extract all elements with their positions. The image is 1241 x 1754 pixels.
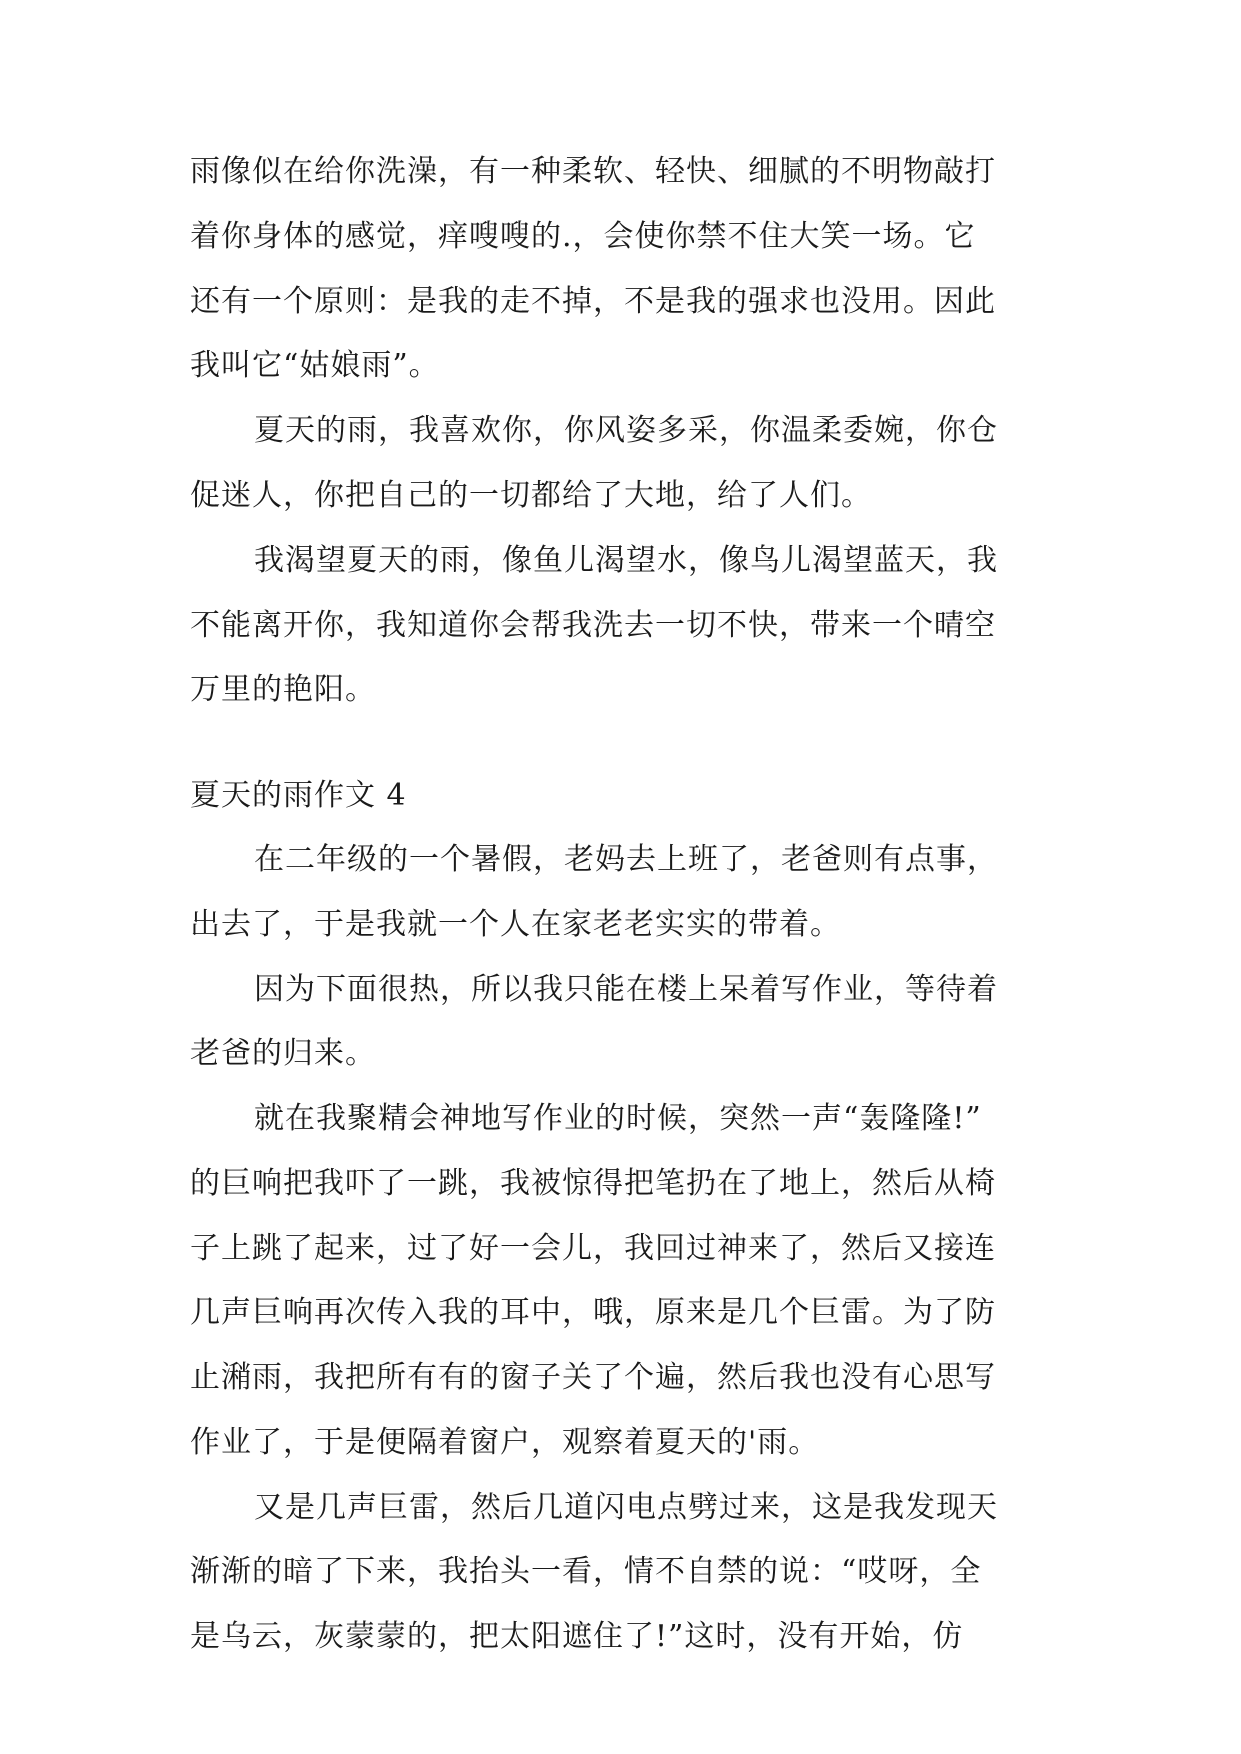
paragraph-first-line: 又是几声巨雷，然后几道闪电点劈过来，这是我发现天 bbox=[254, 1490, 998, 1525]
text-line: 我叫它“姑娘雨”。 bbox=[190, 348, 440, 383]
text-line: 促迷人，你把自己的一切都给了大地，给了人们。 bbox=[190, 478, 872, 513]
text-line: 雨像似在给你洗澡，有一种柔软、轻快、细腻的不明物敲打 bbox=[190, 154, 996, 189]
paragraph-first-line: 因为下面很热，所以我只能在楼上呆着写作业，等待着 bbox=[254, 972, 998, 1007]
text-line: 作业了，于是便隔着窗户，观察着夏天的'雨。 bbox=[190, 1425, 820, 1460]
text-line: 几声巨响再次传入我的耳中，哦，原来是几个巨雷。为了防 bbox=[190, 1295, 996, 1330]
paragraph-first-line: 夏天的雨，我喜欢你，你风姿多采，你温柔委婉，你仓 bbox=[254, 413, 998, 448]
text-line: 老爸的归来。 bbox=[190, 1036, 376, 1071]
section-heading: 夏天的雨作文 4 bbox=[190, 778, 407, 813]
text-line: 止潲雨，我把所有有的窗子关了个遍，然后我也没有心思写 bbox=[190, 1360, 996, 1395]
text-line: 子上跳了起来，过了好一会儿，我回过神来了，然后又接连 bbox=[190, 1231, 996, 1266]
paragraph-first-line: 就在我聚精会神地写作业的时候，突然一声“轰隆隆!” bbox=[254, 1101, 982, 1136]
text-line: 出去了，于是我就一个人在家老老实实的带着。 bbox=[190, 907, 841, 942]
text-line: 还有一个原则：是我的走不掉，不是我的强求也没用。因此 bbox=[190, 284, 996, 319]
text-line: 的巨响把我吓了一跳，我被惊得把笔扔在了地上，然后从椅 bbox=[190, 1166, 996, 1201]
text-line: 着你身体的感觉，痒嗖嗖的.，会使你禁不住大笑一场。它 bbox=[190, 219, 976, 254]
text-line: 不能离开你，我知道你会帮我洗去一切不快，带来一个晴空 bbox=[190, 608, 996, 643]
text-line: 万里的艳阳。 bbox=[190, 672, 376, 707]
paragraph-first-line: 我渴望夏天的雨，像鱼儿渴望水，像鸟儿渴望蓝天，我 bbox=[254, 543, 998, 578]
paragraph-first-line: 在二年级的一个暑假，老妈去上班了，老爸则有点事， bbox=[254, 842, 998, 877]
text-line: 是乌云，灰蒙蒙的，把太阳遮住了!”这时，没有开始，仿 bbox=[190, 1619, 964, 1654]
text-line: 渐渐的暗了下来，我抬头一看，情不自禁的说：“哎呀，全 bbox=[190, 1554, 982, 1589]
